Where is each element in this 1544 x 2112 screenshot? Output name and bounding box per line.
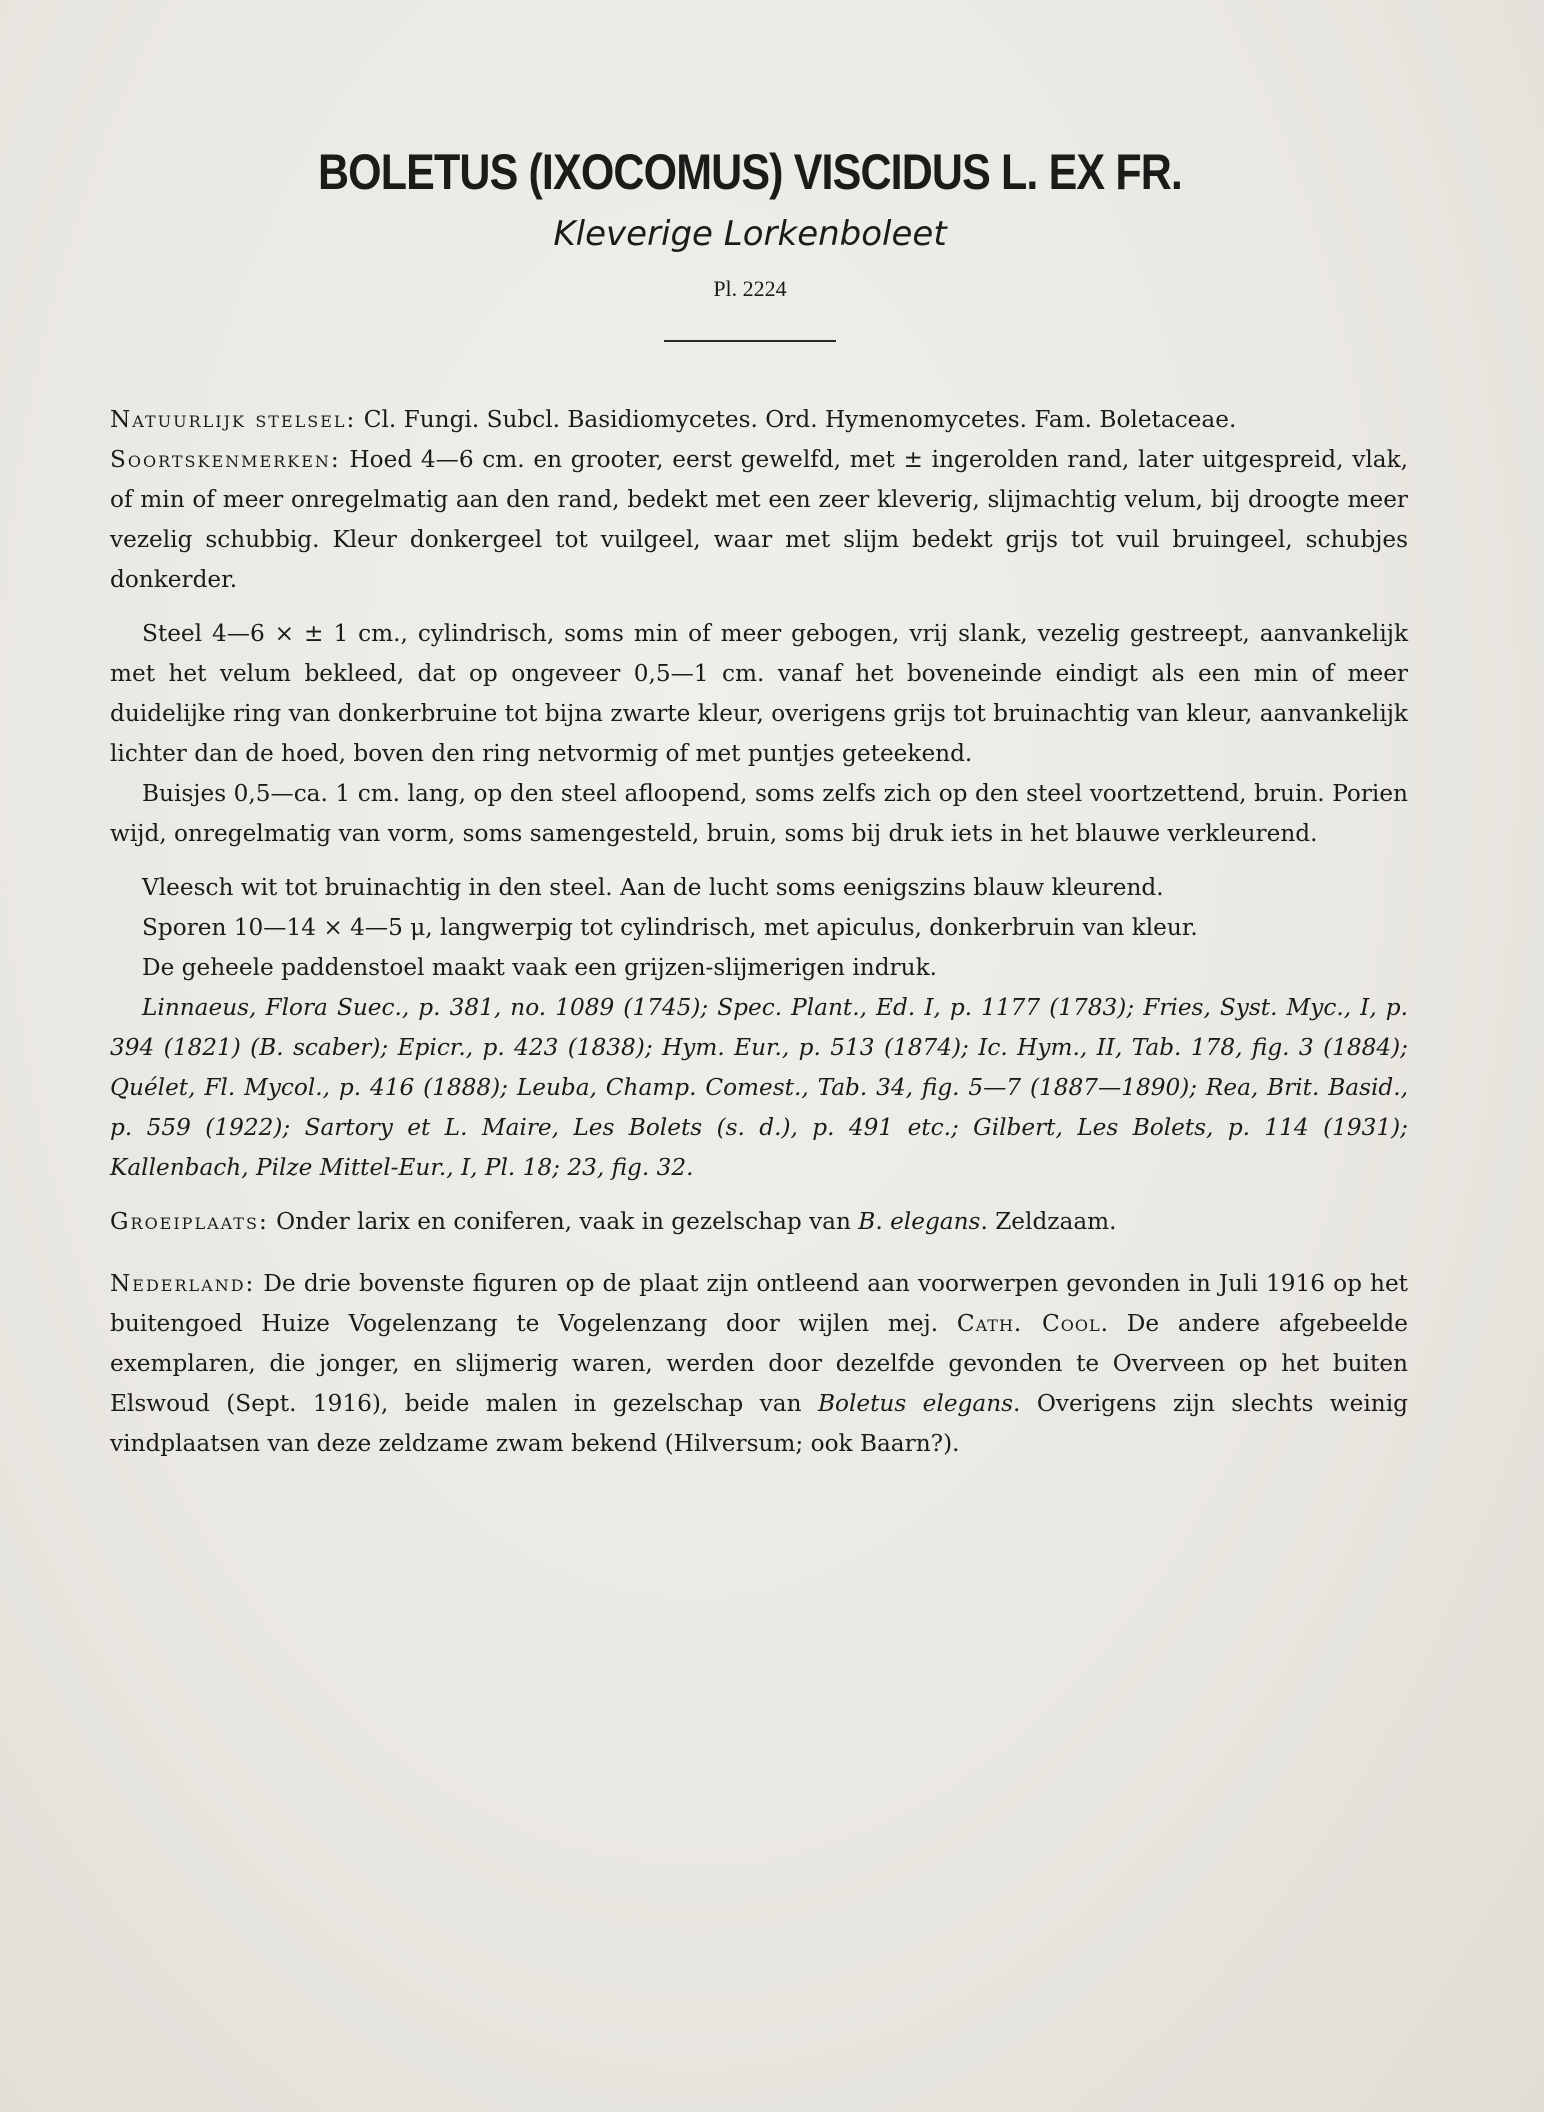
nederland-paragraph (110, 1264, 1408, 1464)
natuurlijk-stelsel-paragraph (110, 400, 1408, 440)
nederland-text-middle: . De andere afgebeelde exemplaren, die jonger, en slijmerig waren, werden door dezelfde gevonden te Overveen op het buiten Elswoud (Sept. 1916), beide malen in gezelschap van (110, 1310, 1408, 1417)
soortskenmerken-label: Soortskenmerken: (110, 446, 341, 473)
geheel-paragraph: De geheele paddenstoel maakt vaak een grijzen-slijmerigen indruk. (142, 954, 937, 981)
vleesch-paragraph: Vleesch wit tot bruinachtig in den steel. Aan de lucht soms eenigszins blauw kleurend. (142, 874, 1164, 901)
header-divider (664, 340, 836, 342)
nederland-text-end: . Overigens zijn slechts weinig vindplaatsen van deze zeldzame zwam bekend (Hilversum; ook Baarn?). (110, 1390, 1408, 1457)
common-name: Kleverige Lorkenboleet (553, 214, 947, 254)
species-title: BOLETUS (IXOCOMUS) VISCIDUS L. EX FR. (317, 144, 1183, 200)
buisjes-paragraph: Buisjes 0,5—ca. 1 cm. lang, op den steel afloopend, soms zelfs zich op den steel voortzettend, bruin. Porien wijd, onregelmatig van vorm, soms samengesteld, bruin, soms bij druk iets in het blauwe verkleurend. (110, 780, 1408, 847)
document-header (150, 140, 1350, 342)
document-body (110, 400, 1408, 1464)
soortskenmerken-paragraph (110, 440, 1408, 600)
sporen-paragraph: Sporen 10—14 × 4—5 μ, langwerpig tot cylindrisch, met apiculus, donkerbruin van kleur. (142, 914, 1198, 941)
groeiplaats-paragraph (110, 1202, 1408, 1242)
steel-paragraph: Steel 4—6 × ± 1 cm., cylindrisch, soms min of meer gebogen, vrij slank, vezelig gestreept, aanvankelijk met het velum bekleed, dat op ongeveer 0,5—1 cm. vanaf het boveneinde eindigt als een min of meer duidelijke ring van donkerbruine tot bijna zwarte kleur, overigens grijs tot bruinachtig van kleur, aanvankelijk lichter dan de hoed, boven den ring netvormig of met puntjes geteekend. (110, 620, 1408, 767)
nederland-label: Nederland: (110, 1270, 256, 1297)
literature-references: Linnaeus, Flora Suec., p. 381, no. 1089 (1745); Spec. Plant., Ed. I, p. 1177 (1783); Fries, Syst. Myc., I, p. 394 (1821) (B. scaber); Epicr., p. 423 (1838); Hym. Eur., p. 513 (1874); Ic. Hym., II, Tab. 178, fig. 3 (1884); Quélet, Fl. Mycol., p. 416 (1888); Leuba, Champ. Comest., Tab. 34, fig. 5—7 (1887—1890); Rea, Brit. Basid., p. 559 (1922); Sartory et L. Maire, Les Bolets (s. d.), p. 491 etc.; Gilbert, Les Bolets, p. 114 (1931); Kallenbach, Pilze Mittel-Eur., I, Pl. 18; 23, fig. 32. (110, 994, 1408, 1181)
nederland-species: Boletus elegans (817, 1390, 1014, 1417)
soortskenmerken-text: Hoed 4—6 cm. en grooter, eerst gewelfd, met ± ingerolden rand, later uitgespreid, vlak, of min of meer onregelmatig aan den rand, bedekt met een zeer kleverig, slijmachtig velum, bij droogte meer vezelig schubbig. Kleur donkergeel tot vuilgeel, waar met slijm bedekt grijs tot vuil bruingeel, schubjes donkerder. (110, 446, 1408, 593)
natuurlijk-stelsel-text: Cl. Fungi. Subcl. Basidiomycetes. Ord. Hymenomycetes. Fam. Boletaceae. (356, 406, 1237, 433)
plate-number: Pl. 2224 (713, 276, 787, 301)
nederland-text: De drie bovenste figuren op de plaat zijn ontleend aan voorwerpen gevonden in Juli 1916 op het buitengoed Huize Vogelenzang te Vogelenzang door wijlen mej. (110, 1270, 1408, 1337)
groeiplaats-text-end: . Zeldzaam. (980, 1208, 1117, 1235)
natuurlijk-stelsel-label: Natuurlijk stelsel: (110, 406, 357, 433)
groeiplaats-species: B. elegans (858, 1208, 981, 1235)
groeiplaats-label: Groeiplaats: (110, 1208, 269, 1235)
groeiplaats-text: Onder larix en coniferen, vaak in gezelschap van (268, 1208, 859, 1235)
collector-name: Cath. Cool (956, 1310, 1101, 1337)
